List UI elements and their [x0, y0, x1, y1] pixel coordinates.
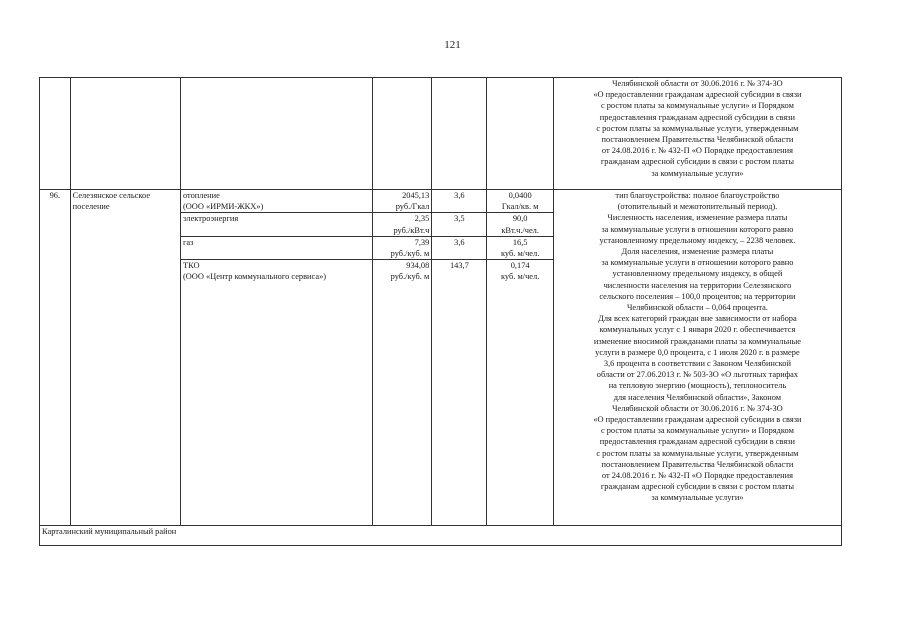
description-line: за коммунальные услуги»: [651, 493, 744, 503]
description-line: услуги в размере 0,0 процента, с 1 июля 2020 г. в размере: [595, 347, 800, 357]
price-value: 934,08: [406, 261, 430, 271]
percent-value: 3,5: [432, 213, 487, 236]
norm-cell: [487, 213, 553, 236]
entry-number: 96.: [40, 190, 71, 526]
price-unit: руб./Гкал: [395, 202, 430, 212]
description-line: на тепловую энергию (мощность), теплоноситель: [608, 381, 787, 391]
description-line: с ростом платы за коммунальные услуги, утвержденным: [596, 123, 799, 133]
price-cell: [373, 236, 432, 259]
settlement-name: Селезянское сельское поселение: [70, 190, 180, 526]
description-line: Челябинской области от 30.06.2016 г. № 374-ЗО: [612, 403, 783, 413]
norm-unit: Гкал/кв. м: [501, 202, 539, 212]
norm-cell: [487, 236, 553, 259]
price-unit: руб./куб. м: [390, 249, 430, 259]
description-line: тип благоустройства: полное благоустройство: [615, 191, 780, 200]
description-line: от 24.08.2016 г. № 432-П «О Порядке предоставления: [601, 471, 793, 481]
description-line: сельского поселения – 100,0 процентов; на территории: [599, 291, 796, 301]
service-name: электроэнергия: [182, 214, 239, 224]
service-row-heating: [40, 190, 842, 213]
percent-value: 143,7: [432, 260, 487, 526]
description-line: предоставления гражданам адресной субсидии в связи: [599, 437, 796, 447]
continuation-pct-cell: [432, 78, 487, 190]
description-line: предоставления гражданам адресной субсидии в связи: [599, 112, 796, 122]
description-line: Численность населения, изменение размера платы: [607, 213, 788, 223]
description-line: Для всех категорий граждан вне зависимости от набора: [598, 314, 797, 324]
price-value: 2,35: [414, 214, 430, 224]
norm-cell: [487, 260, 553, 526]
price-unit: руб./куб. м: [390, 272, 430, 282]
price-cell: [373, 260, 432, 526]
description-line: за коммунальные услуги»: [651, 168, 744, 178]
description-line: коммунальных услуг с 1 января 2020 г. обеспечивается: [599, 325, 796, 335]
description-line: гражданам адресной субсидии в связи с ростом платы: [600, 482, 794, 492]
service-cell: [180, 213, 372, 236]
norm-unit: кВт.ч./чел.: [501, 225, 539, 235]
description-line: Челябинской области от 30.06.2016 г. № 374-ЗО: [612, 79, 783, 88]
description-line: постановлением Правительства Челябинской области: [601, 135, 794, 145]
norm-value: 0,0400: [508, 191, 532, 200]
price-cell: [373, 213, 432, 236]
description-line: с ростом платы за коммунальные услуги, утвержденным: [596, 448, 799, 458]
norm-unit: куб. м/чел.: [500, 272, 540, 282]
percent-value: 3,6: [432, 236, 487, 259]
page-number: 121: [444, 39, 461, 51]
price-value: 2045,13: [402, 191, 430, 200]
description-line: постановлением Правительства Челябинской области: [601, 459, 794, 469]
description-line: Доля населения, изменение размера платы: [621, 247, 774, 257]
description-line: изменение вносимой гражданами платы за коммунальные: [593, 336, 801, 346]
description-line: с ростом платы за коммунальные услуги» и Порядком: [600, 426, 794, 436]
norm-value: 90,0: [512, 214, 528, 224]
continuation-price-cell: [373, 78, 432, 190]
continuation-description-cell: [553, 78, 841, 190]
entry-description-cell: [553, 190, 841, 526]
service-provider: (ООО «ИРМИ-ЖКХ»): [182, 202, 264, 212]
price-unit: руб./кВт.ч: [393, 225, 430, 235]
description-line: Челябинской области – 0,064 процента.: [626, 303, 768, 313]
description-line: за коммунальные услуги в отношении которого равно: [601, 258, 794, 268]
service-cell: [180, 236, 372, 259]
description-line: области от 27.06.2013 г. № 503-ЗО «О льготных тарифах: [596, 370, 799, 380]
description-line: установленному предельному индексу, в общей: [612, 269, 783, 279]
description-line: от 24.08.2016 г. № 432-П «О Порядке предоставления: [601, 146, 793, 156]
continuation-name-cell: [70, 78, 180, 190]
description-line: с ростом платы за коммунальные услуги» и Порядком: [600, 101, 794, 111]
continuation-norm-cell: [487, 78, 553, 190]
norm-unit: куб. м/чел.: [500, 249, 540, 259]
continuation-service-cell: [180, 78, 372, 190]
norm-cell: [487, 190, 553, 213]
norm-value: 16,5: [512, 237, 528, 247]
price-value: 7,39: [414, 237, 430, 247]
description-line: (отопительный и межотопительный период).: [617, 202, 778, 212]
description-line: гражданам адресной субсидии в связи с ростом платы: [600, 157, 794, 167]
continuation-num-cell: [40, 78, 71, 190]
service-name: отопление: [182, 191, 220, 200]
description-line: за коммунальные услуги в отношении которого равно: [601, 224, 794, 234]
price-cell: [373, 190, 432, 213]
service-name: газ: [182, 237, 194, 247]
percent-value: 3,6: [432, 190, 487, 213]
description-line: «О предоставлении гражданам адресной субсидии в связи: [593, 415, 802, 425]
description-line: для населения Челябинской области», Законом: [613, 392, 782, 402]
service-cell: [180, 260, 372, 526]
description-line: «О предоставлении гражданам адресной субсидии в связи: [593, 90, 802, 100]
service-cell: [180, 190, 372, 213]
description-line: численности населения на территории Селезянского: [603, 280, 792, 290]
service-name: ТКО: [182, 261, 200, 271]
norm-value: 0,174: [510, 261, 530, 271]
description-line: 3,6 процента в соответствии с Законом Челябинской: [603, 359, 791, 369]
continuation-row: [40, 78, 842, 190]
description-line: установленному предельному индексу, – 2238 человек.: [599, 235, 796, 245]
region-label: Карталинский муниципальный район: [40, 526, 842, 546]
region-row: [40, 526, 842, 546]
service-provider: (ООО «Центр коммунального сервиса»): [182, 272, 327, 282]
subsidy-table: [39, 77, 842, 546]
